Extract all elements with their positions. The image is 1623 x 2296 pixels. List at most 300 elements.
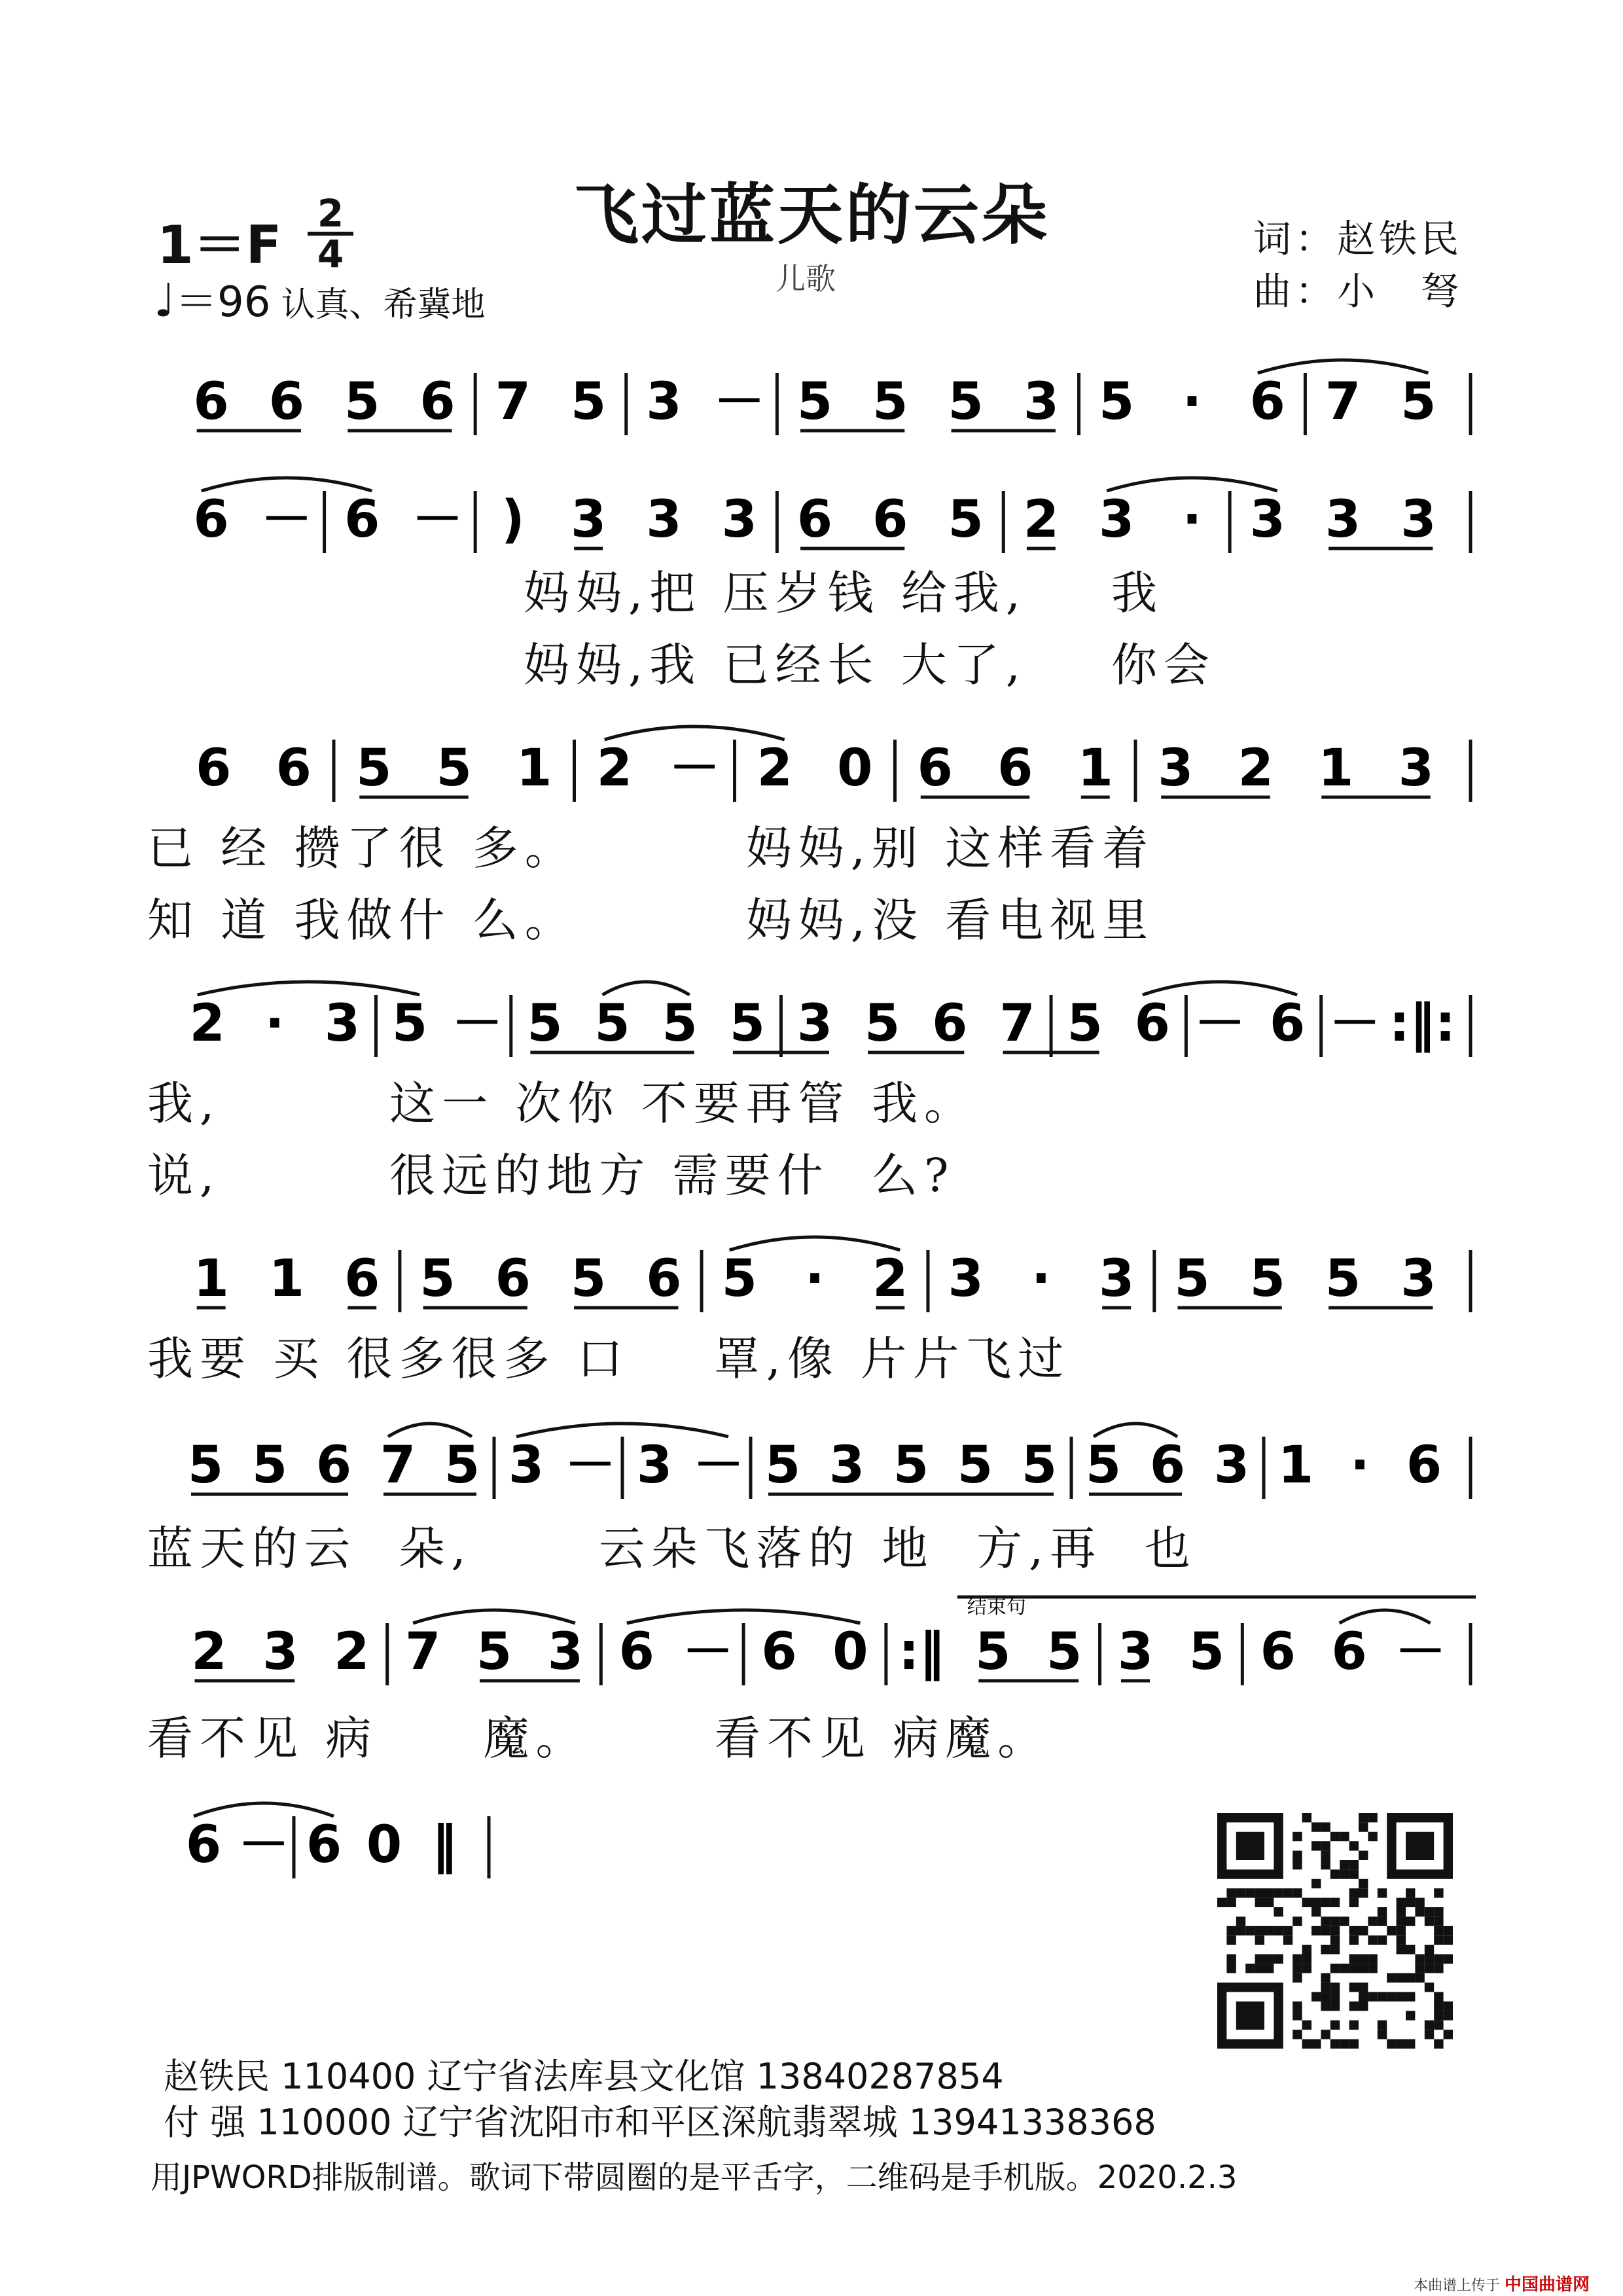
note: 5 bbox=[721, 1249, 757, 1308]
qr-module bbox=[1368, 1935, 1377, 1945]
note: 2 bbox=[596, 739, 632, 798]
qr-module bbox=[1283, 1888, 1293, 1897]
slur bbox=[627, 1610, 861, 1623]
time-top: 2 bbox=[308, 195, 353, 236]
note: 3 bbox=[1213, 1436, 1250, 1495]
lyricist-credit: 词：赵铁民 bbox=[1253, 217, 1463, 261]
qr-module bbox=[1397, 1898, 1406, 1907]
note: 5 bbox=[1067, 994, 1103, 1053]
qr-module bbox=[1349, 1869, 1359, 1878]
slur bbox=[1340, 1610, 1431, 1623]
song-title: 飞过蓝天的云朵 bbox=[573, 177, 1050, 253]
note: 5 bbox=[1046, 1623, 1082, 1681]
note: 6 bbox=[1331, 1623, 1367, 1681]
qr-module bbox=[1293, 2030, 1302, 2039]
qr-module bbox=[1255, 1926, 1264, 1935]
qr-module bbox=[1425, 1982, 1434, 1992]
lyric-line-3a: 已 经 攒了很 多。 妈妈,别 这样看着 bbox=[147, 821, 1155, 875]
note: 5 bbox=[948, 490, 984, 549]
qr-module bbox=[1302, 1945, 1311, 1954]
note: 5 bbox=[187, 1436, 224, 1495]
note: 5 bbox=[729, 994, 765, 1053]
qr-module bbox=[1293, 1916, 1302, 1926]
qr-module bbox=[1321, 1973, 1330, 1982]
note: 6 bbox=[1406, 1436, 1442, 1495]
note: 5 bbox=[975, 1623, 1011, 1681]
note: 6 bbox=[344, 1249, 380, 1308]
qr-module bbox=[1226, 1888, 1236, 1897]
note: 6 bbox=[1149, 1436, 1186, 1495]
qr-module bbox=[1378, 2030, 1387, 2039]
qr-module bbox=[1349, 2039, 1359, 2049]
note: 6 bbox=[618, 1623, 654, 1681]
qr-module bbox=[1255, 1954, 1264, 1964]
qr-module bbox=[1349, 1898, 1359, 1907]
qr-module bbox=[1330, 1964, 1340, 1973]
note: 5 bbox=[570, 372, 607, 431]
qr-module bbox=[1321, 1822, 1330, 1831]
note: 5 bbox=[344, 372, 380, 431]
qr-module bbox=[1245, 1964, 1255, 1973]
qr-module bbox=[1406, 2011, 1415, 2020]
note: 0 bbox=[837, 739, 873, 798]
qr-module bbox=[1293, 1860, 1302, 1869]
qr-module bbox=[1368, 1916, 1377, 1926]
qr-module bbox=[1425, 2020, 1434, 2030]
qr-module bbox=[1293, 1964, 1302, 1973]
note: 3 bbox=[262, 1623, 298, 1681]
qr-module bbox=[1359, 1813, 1368, 1822]
slur bbox=[516, 1424, 728, 1437]
qr-module bbox=[1397, 1916, 1406, 1926]
qr-module bbox=[1330, 1916, 1340, 1926]
note: 5 bbox=[1085, 1436, 1122, 1495]
qr-module bbox=[1397, 1935, 1406, 1945]
note: 7 bbox=[495, 372, 531, 431]
qr-module bbox=[1397, 1973, 1406, 1982]
note: － bbox=[1329, 994, 1381, 1053]
qr-module bbox=[1349, 1926, 1359, 1935]
score-line-6 bbox=[154, 1417, 1476, 1502]
note: 3 bbox=[646, 372, 682, 431]
lyric-line-3b: 知 道 我做什 么。 妈妈,没 看电视里 bbox=[147, 893, 1155, 947]
qr-module bbox=[1378, 1907, 1387, 1916]
note: 5 bbox=[1099, 372, 1135, 431]
expression-mark: 认真、希冀地 bbox=[281, 285, 486, 325]
note: 3 bbox=[948, 1249, 984, 1308]
note: 6 bbox=[1134, 994, 1170, 1053]
qr-module bbox=[1293, 1851, 1302, 1860]
qr-module bbox=[1264, 1954, 1274, 1964]
qr-module bbox=[1359, 1851, 1368, 1860]
qr-module bbox=[1226, 1898, 1236, 1907]
note: 2 bbox=[757, 739, 793, 798]
qr-module bbox=[1359, 1822, 1368, 1831]
qr-module bbox=[1406, 2039, 1415, 2049]
lyric-line-2a: 妈妈,把 压岁钱 给我, 我 bbox=[524, 566, 1164, 620]
qr-module bbox=[1330, 1945, 1340, 1954]
note: 1 bbox=[516, 739, 552, 798]
qr-module bbox=[1434, 1888, 1443, 1897]
qr-module bbox=[1236, 1926, 1245, 1935]
qr-module bbox=[1368, 1954, 1377, 1964]
composer-credit: 曲：小 弩 bbox=[1253, 269, 1463, 314]
qr-module bbox=[1397, 1907, 1406, 1916]
note: 5 bbox=[1325, 1249, 1361, 1308]
qr-module bbox=[1415, 1964, 1424, 1973]
score-line-4 bbox=[154, 975, 1476, 1060]
qr-module bbox=[1321, 2030, 1330, 2039]
qr-module bbox=[1397, 1926, 1406, 1935]
qr-module bbox=[1217, 1898, 1226, 1907]
note: 5 bbox=[419, 1249, 455, 1308]
note: 6 bbox=[193, 372, 229, 431]
qr-module bbox=[1425, 1907, 1434, 1916]
note: 6 bbox=[1249, 372, 1285, 431]
note: － bbox=[564, 1436, 616, 1495]
qr-module bbox=[1293, 1832, 1302, 1841]
time-signature bbox=[308, 191, 353, 276]
qr-module bbox=[1368, 1964, 1377, 1973]
qr-module bbox=[1330, 1982, 1340, 1992]
qr-module bbox=[1378, 1935, 1387, 1945]
qr-module bbox=[1302, 2020, 1311, 2030]
note: 3 bbox=[829, 1436, 865, 1495]
qr-module bbox=[1349, 2020, 1359, 2030]
note: 3 bbox=[1117, 1623, 1154, 1681]
note: 6 bbox=[1269, 994, 1306, 1053]
qr-module bbox=[1397, 2039, 1406, 2049]
qr-module bbox=[1444, 2001, 1453, 2011]
qr-module bbox=[1330, 1869, 1340, 1878]
quarter-note-icon: ♩ bbox=[154, 274, 176, 327]
note: 5 bbox=[251, 1436, 288, 1495]
qr-module bbox=[1349, 1841, 1359, 1850]
note: 3 bbox=[1099, 1249, 1135, 1308]
qr-module bbox=[1444, 2030, 1453, 2039]
qr-module bbox=[1434, 1916, 1443, 1926]
qr-module bbox=[1444, 2011, 1453, 2020]
qr-module bbox=[1321, 1898, 1330, 1907]
note: － bbox=[1395, 1623, 1446, 1681]
watermark-brand: 中国曲谱网 bbox=[1505, 2275, 1590, 2295]
note: 2 bbox=[1023, 490, 1060, 549]
note: 3 bbox=[547, 1623, 584, 1681]
qr-module bbox=[1330, 1992, 1340, 2001]
qr-module bbox=[1245, 1888, 1255, 1897]
qr-module bbox=[1321, 1982, 1330, 1992]
qr-module bbox=[1387, 2039, 1396, 2049]
slur bbox=[730, 1237, 901, 1250]
note: 1 bbox=[1077, 739, 1113, 798]
qr-module bbox=[1330, 1898, 1340, 1907]
qr-module bbox=[1415, 1973, 1424, 1982]
note: 0 bbox=[832, 1623, 868, 1681]
qr-module bbox=[1255, 1898, 1264, 1907]
qr-module bbox=[1330, 2001, 1340, 2011]
note: 3 bbox=[636, 1436, 673, 1495]
qr-module bbox=[1378, 1992, 1387, 2001]
note: 5 bbox=[865, 994, 901, 1053]
qr-module bbox=[1434, 1907, 1443, 1916]
qr-module bbox=[1311, 2039, 1321, 2049]
qr-module bbox=[1340, 2039, 1349, 2049]
qr-module bbox=[1359, 1992, 1368, 2001]
note: 6 bbox=[917, 739, 953, 798]
note: ‖ bbox=[431, 1816, 457, 1874]
note: 5 bbox=[796, 372, 833, 431]
note: 5 bbox=[1249, 1249, 1285, 1308]
note: · bbox=[1182, 490, 1202, 549]
qr-module bbox=[1255, 1964, 1264, 1973]
qr-module bbox=[1274, 1907, 1283, 1916]
qr-module bbox=[1293, 2001, 1302, 2011]
slur bbox=[1258, 360, 1429, 373]
qr-module bbox=[1340, 1832, 1349, 1841]
qr-module bbox=[1368, 1832, 1377, 1841]
score-line-7 bbox=[154, 1596, 1476, 1689]
note: 5 bbox=[444, 1436, 480, 1495]
slur bbox=[603, 982, 690, 995]
qr-code[interactable] bbox=[1217, 1813, 1453, 2049]
qr-module bbox=[1406, 1973, 1415, 1982]
note: 1 bbox=[1277, 1436, 1314, 1495]
note: 5 bbox=[391, 994, 428, 1053]
score-line-1 bbox=[154, 353, 1476, 439]
qr-module bbox=[1255, 1888, 1264, 1897]
note: 5 bbox=[1400, 372, 1436, 431]
qr-module bbox=[1387, 1973, 1396, 1982]
qr-module bbox=[1434, 2020, 1443, 2030]
qr-module bbox=[1378, 2020, 1387, 2030]
note: 7 bbox=[404, 1623, 441, 1681]
lyric-line-7: 看不见 病 魔。 看不见 病魔。 bbox=[147, 1712, 1050, 1765]
note: 2 bbox=[191, 1623, 227, 1681]
note: · bbox=[805, 1249, 825, 1308]
tempo-marking bbox=[154, 268, 485, 329]
qr-module bbox=[1387, 1926, 1396, 1935]
score-line-3 bbox=[154, 720, 1476, 805]
qr-module bbox=[1302, 2039, 1311, 2049]
qr-module bbox=[1359, 1982, 1368, 1992]
qr-module bbox=[1359, 1926, 1368, 1935]
qr-module bbox=[1406, 1888, 1415, 1897]
note: 5 bbox=[527, 994, 563, 1053]
qr-module bbox=[1321, 1945, 1330, 1954]
qr-module bbox=[1397, 1992, 1406, 2001]
qr-module bbox=[1321, 1841, 1330, 1850]
qr-module bbox=[1415, 1954, 1424, 1964]
note: － bbox=[682, 1623, 734, 1681]
note: － bbox=[669, 739, 721, 798]
note: 2 bbox=[1238, 739, 1274, 798]
note: 5 bbox=[356, 739, 392, 798]
qr-module bbox=[1425, 1916, 1434, 1926]
qr-module bbox=[1368, 1813, 1377, 1822]
qr-module bbox=[1340, 1869, 1349, 1878]
qr-module bbox=[1368, 1992, 1377, 2001]
qr-module bbox=[1321, 1851, 1330, 1860]
qr-module bbox=[1311, 1992, 1321, 2001]
contact-line-1: 赵铁民 110400 辽宁省法库县文化馆 13840287854 bbox=[164, 2056, 1004, 2097]
qr-module bbox=[1293, 1954, 1302, 1964]
note: ) bbox=[501, 490, 525, 549]
note: 7 bbox=[380, 1436, 416, 1495]
qr-module bbox=[1359, 1879, 1368, 1888]
note: · bbox=[264, 994, 285, 1053]
note: 6 bbox=[796, 490, 833, 549]
ending-label: 结束句 bbox=[967, 1596, 1026, 1619]
note: · bbox=[1350, 1436, 1370, 1495]
qr-module bbox=[1311, 1907, 1321, 1916]
qr-module bbox=[1311, 1841, 1321, 1850]
note: 5 bbox=[594, 994, 630, 1053]
qr-module bbox=[1330, 1832, 1340, 1841]
qr-module bbox=[1311, 1822, 1321, 1831]
note: － bbox=[1194, 994, 1245, 1053]
qr-module bbox=[1311, 1879, 1321, 1888]
qr-module bbox=[1434, 2001, 1443, 2011]
qr-module bbox=[1302, 1964, 1311, 1973]
qr-module bbox=[1349, 1888, 1359, 1897]
note: 1 bbox=[1318, 739, 1354, 798]
tempo-value: ＝96 bbox=[175, 278, 271, 327]
note: 3 bbox=[1325, 490, 1361, 549]
note: :‖ bbox=[899, 1623, 945, 1681]
note: 6 bbox=[185, 1816, 222, 1874]
qr-module bbox=[1302, 1813, 1311, 1822]
qr-module bbox=[1434, 1964, 1443, 1973]
note: 5 bbox=[476, 1623, 512, 1681]
slur bbox=[202, 478, 372, 491]
contact-line-2: 付 强 110000 辽宁省沈阳市和平区深航翡翠城 13941338368 bbox=[164, 2102, 1156, 2143]
qr-module bbox=[1340, 1916, 1349, 1926]
qr-module bbox=[1349, 1982, 1359, 1992]
lyric-line-4a: 我, 这一 次你 不要再管 我。 bbox=[147, 1077, 977, 1130]
qr-module bbox=[1236, 1888, 1245, 1897]
note: 6 bbox=[761, 1623, 797, 1681]
qr-module bbox=[1274, 1954, 1283, 1964]
note: 3 bbox=[570, 490, 607, 549]
note: · bbox=[1031, 1249, 1051, 1308]
qr-module bbox=[1293, 2011, 1302, 2020]
qr-module bbox=[1226, 1954, 1236, 1964]
qr-module bbox=[1264, 1898, 1274, 1907]
note: 3 bbox=[1099, 490, 1135, 549]
score-line-2 bbox=[154, 471, 1476, 556]
qr-module bbox=[1359, 2001, 1368, 2011]
qr-module bbox=[1321, 1992, 1330, 2001]
note: 5 bbox=[436, 739, 472, 798]
note: 6 bbox=[196, 739, 232, 798]
note: － bbox=[412, 490, 463, 549]
qr-module bbox=[1245, 1926, 1255, 1935]
qr-module bbox=[1302, 1898, 1311, 1907]
note: － bbox=[260, 490, 312, 549]
qr-module bbox=[1236, 1916, 1245, 1926]
note: 5 bbox=[1174, 1249, 1210, 1308]
slur bbox=[1143, 982, 1297, 995]
qr-module bbox=[1425, 2030, 1434, 2039]
note: 2 bbox=[872, 1249, 908, 1308]
qr-module bbox=[1311, 1898, 1321, 1907]
lyric-line-2b: 妈妈,我 已经长 大了, 你会 bbox=[524, 638, 1217, 692]
qr-module bbox=[1349, 1935, 1359, 1945]
slur bbox=[605, 726, 785, 740]
qr-module bbox=[1340, 1860, 1349, 1869]
qr-module bbox=[1274, 1888, 1283, 1897]
note: － bbox=[692, 1436, 745, 1495]
qr-module bbox=[1415, 1907, 1424, 1916]
note: 5 bbox=[764, 1436, 801, 1495]
note: 6 bbox=[315, 1436, 352, 1495]
qr-module bbox=[1387, 1992, 1396, 2001]
lyric-line-6: 蓝天的云 朵, 云朵飞落的 地 方,再 也 bbox=[147, 1522, 1197, 1575]
qr-module bbox=[1434, 2011, 1443, 2020]
song-subtitle: 儿歌 bbox=[776, 261, 836, 296]
note: 6 bbox=[1260, 1623, 1296, 1681]
note: 3 bbox=[796, 994, 833, 1053]
qr-module bbox=[1330, 2020, 1340, 2030]
qr-module bbox=[1283, 1926, 1293, 1935]
slur bbox=[413, 1610, 575, 1623]
note: 5 bbox=[1188, 1623, 1225, 1681]
note: 1 bbox=[193, 1249, 229, 1308]
qr-module bbox=[1406, 1945, 1415, 1954]
qr-module bbox=[1359, 1888, 1368, 1897]
qr-module bbox=[1264, 1926, 1274, 1935]
qr-module bbox=[1444, 1935, 1453, 1945]
slur bbox=[1107, 478, 1277, 491]
qr-module bbox=[1293, 1888, 1302, 1897]
note: 6 bbox=[268, 372, 305, 431]
qr-module bbox=[1321, 1926, 1330, 1935]
qr-module bbox=[1359, 1954, 1368, 1964]
qr-module bbox=[1444, 1954, 1453, 1964]
note: 5 bbox=[872, 372, 908, 431]
qr-module bbox=[1434, 1954, 1443, 1964]
watermark bbox=[1414, 2271, 1590, 2295]
qr-module bbox=[1425, 1945, 1434, 1954]
qr-module bbox=[1330, 1926, 1340, 1935]
qr-module bbox=[1434, 1926, 1443, 1935]
qr-module bbox=[1302, 1954, 1311, 1964]
note: 7 bbox=[1325, 372, 1361, 431]
note: 3 bbox=[1023, 372, 1060, 431]
score-line-5 bbox=[154, 1230, 1476, 1316]
note: 1 bbox=[268, 1249, 305, 1308]
note: 6 bbox=[193, 490, 229, 549]
qr-module bbox=[1340, 1964, 1349, 1973]
note: 6 bbox=[419, 372, 455, 431]
qr-module bbox=[1406, 1898, 1415, 1907]
qr-module bbox=[1349, 1860, 1359, 1869]
note: 6 bbox=[344, 490, 380, 549]
lyric-line-4b: 说, 很远的地方 需要什 么? bbox=[147, 1149, 955, 1202]
qr-module bbox=[1330, 1935, 1340, 1945]
qr-module bbox=[1406, 1916, 1415, 1926]
note: 3 bbox=[1400, 490, 1436, 549]
slur bbox=[1094, 1424, 1177, 1437]
note: 3 bbox=[508, 1436, 544, 1495]
note: 2 bbox=[334, 1623, 370, 1681]
qr-module bbox=[1434, 1935, 1443, 1945]
note: 3 bbox=[1158, 739, 1194, 798]
time-bottom: 4 bbox=[317, 232, 344, 276]
slur bbox=[198, 982, 419, 995]
qr-module bbox=[1397, 1945, 1406, 1954]
note: 3 bbox=[324, 994, 361, 1053]
